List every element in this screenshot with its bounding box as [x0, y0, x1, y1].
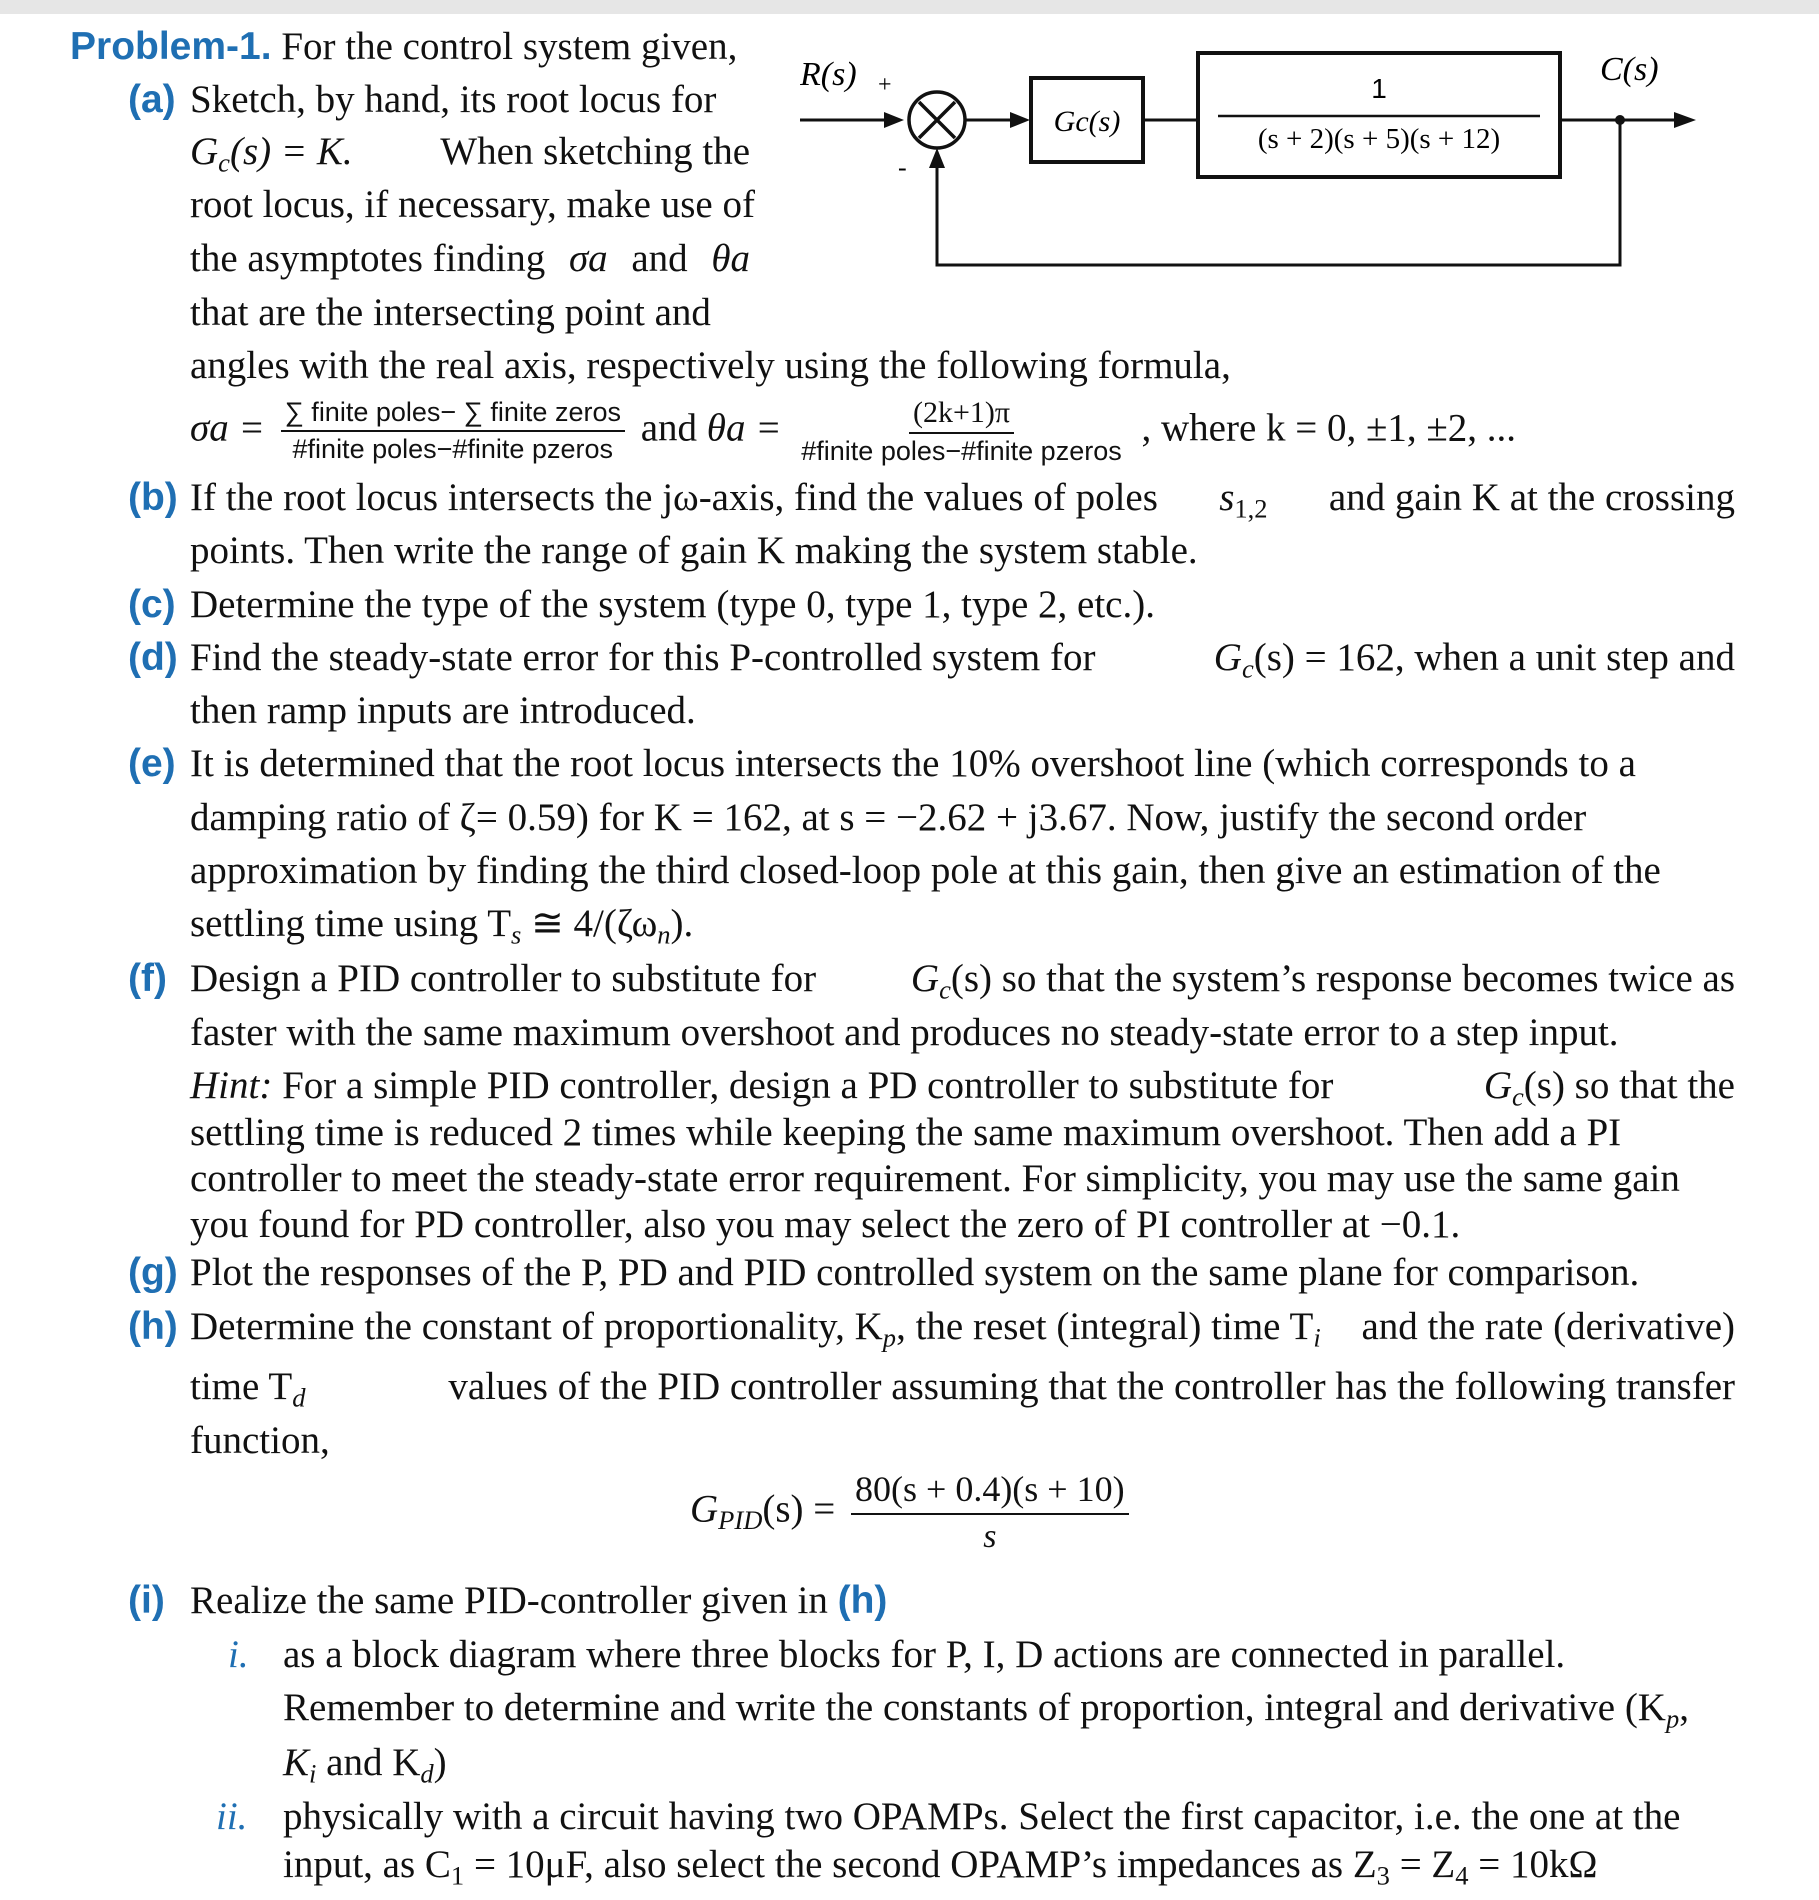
part-h-label: (h) [128, 1305, 178, 1348]
part-a-label: (a) [128, 78, 176, 121]
problem-header [70, 26, 737, 69]
part-i-label: (i) [128, 1579, 165, 1622]
part-c-line-1: Determine the type of the system (type 0, type 1, type 2, etc.). [190, 583, 1155, 626]
sigma-lhs: σa = [190, 406, 265, 450]
part-b-line-1: If the root locus intersects the jω-axis, find the values of poles $s_{1,2}$ and gain K at the crossing [190, 476, 1735, 524]
sub-ii-line-1: physically with a circuit having two OPAMPs. Select the first capacitor, i.e. the one at the [283, 1795, 1681, 1838]
part-f-line-2: faster with the same maximum overshoot and produces no steady-state error to a step input. [190, 1011, 1619, 1054]
part-a-line-6: angles with the real axis, respectively using the following formula, [190, 344, 1231, 387]
top-border-bar [0, 0, 1819, 14]
part-f-hint-line-1: Hint: For a simple PID controller, design a PD controller to substitute for $G_c(s)$ so that the [190, 1064, 1735, 1112]
where-clause: , where k = 0, ±1, ±2, ... [1141, 406, 1517, 450]
part-d-line-1: Find the steady-state error for this P-controlled system for $G_c(s) = 162$, when a unit step and [190, 636, 1735, 684]
part-e-label: (e) [128, 742, 176, 785]
pid-fraction: $\frac{80(s + 0.4)(s + 10)}{s}$ [851, 1470, 1129, 1555]
part-a-line-1: Sketch, by hand, its root locus for [190, 78, 717, 121]
part-f-hint-line-2: settling time is reduced 2 times while keeping the same maximum overshoot. Then add a PI [190, 1111, 1622, 1154]
sigma-fraction: $\frac{\text{∑ finite poles− ∑ finite zeros}}{\text{\#finite poles−\#finite pzeros}}$ [281, 398, 625, 465]
part-g-line-1: Plot the responses of the P, PD and PID controlled system on the same plane for comparison. [190, 1251, 1640, 1294]
plus-sign: + [878, 72, 892, 98]
part-e-line-4: settling time using $T_s$ ≅ $4/(\zeta\omega_n)$. [190, 902, 694, 950]
part-b-line-2: points. Then write the range of gain K making the system stable. [190, 529, 1198, 572]
theta-fraction: $\frac{(2k+1)\pi}{\text{\#finite poles−\#finite pzeros}}$ [801, 396, 1122, 466]
pid-transfer-function: $G_{PID}(s)$ = $\frac{80(s + 0.4)(s + 10)}{s}$ [690, 1470, 1135, 1555]
control-block-diagram [800, 40, 1700, 280]
part-f-label: (f) [128, 957, 167, 1000]
input-arrowhead [884, 112, 904, 128]
plant-numerator: 1 [1371, 73, 1387, 104]
plant-denominator: (s + 2)(s + 5)(s + 12) [1257, 123, 1501, 155]
controller-arrowhead [1010, 112, 1030, 128]
hint-word: Hint: [190, 1064, 273, 1107]
sub-i-label: i. [228, 1633, 249, 1676]
sub-ii-line-2: input, as $C_1 = 10\mu F$, also select the second OPAMP’s impedances as $Z_3 = Z_4 = 10k\Omega$ [283, 1843, 1598, 1891]
input-label: R(s) [800, 56, 857, 93]
asymptote-formulas: σa = $\frac{\text{∑ finite poles− ∑ finite zeros}}{\text{\#finite poles−\#finite pzeros}}$ and θa = $\frac{(2k+1)\pi}{\text{\#finite poles−\#finite pzeros}}$ , where k = 0, ±1, ±2, ... [190, 396, 1517, 466]
part-f-hint-line-4: you found for PD controller, also you may select the zero of PI controller at −0.1. [190, 1203, 1461, 1246]
part-h-line-3: function, [190, 1419, 330, 1462]
sub-ii-label: ii. [216, 1795, 248, 1838]
part-c-label: (c) [128, 583, 176, 626]
controller-label: Gc(s) [1053, 105, 1121, 138]
part-h-line-1: Determine the constant of proportionality, $K_p$, the reset (integral) time $T_i$ and the rate (derivative) [190, 1305, 1735, 1353]
part-h-line-2: time $T_d$ values of the PID controller assuming that the controller has the following transfer [190, 1365, 1735, 1413]
part-a-line-2: $G_c(s) = K$. When sketching the [190, 130, 750, 178]
part-i-line-1: Realize the same PID-controller given in (h) [190, 1579, 888, 1622]
minus-sign: - [898, 153, 907, 182]
part-d-line-2: then ramp inputs are introduced. [190, 689, 696, 732]
part-e-line-1: It is determined that the root locus intersects the 10% overshoot line (which corresponds to a [190, 742, 1636, 785]
part-f-line-1: Design a PID controller to substitute for $G_c(s)$ so that the system’s response becomes twice as [190, 957, 1735, 1005]
problem-label: Problem-1. [70, 25, 272, 68]
part-e-line-3: approximation by finding the third closed-loop pole at this gain, then give an estimation of the [190, 849, 1661, 892]
problem-intro: For the control system given, [281, 25, 738, 68]
part-g-label: (g) [128, 1251, 178, 1294]
sub-i-line-3: $K_i$ and $K_d$) [283, 1741, 447, 1789]
part-f-hint-line-3: controller to meet the steady-state error requirement. For simplicity, you may use the same gain [190, 1157, 1680, 1200]
part-h-reference: (h) [837, 1579, 888, 1622]
theta-lhs: θa = [706, 406, 782, 450]
part-d-label: (d) [128, 636, 178, 679]
output-arrowhead [1674, 112, 1696, 128]
sub-i-line-1: as a block diagram where three blocks for P, I, D actions are connected in parallel. [283, 1633, 1566, 1676]
part-a-line-5: that are the intersecting point and [190, 291, 711, 334]
part-a-line-4: the asymptotes finding σa and θa [190, 237, 750, 280]
sub-i-line-2: Remember to determine and write the constants of proportion, integral and derivative ($K_p$, [283, 1686, 1689, 1734]
part-e-line-2: damping ratio of ζ= 0.59) for K = 162, at s = −2.62 + j3.67. Now, justify the second order [190, 796, 1587, 839]
part-a-line-3: root locus, if necessary, make use of [190, 183, 755, 226]
output-label: C(s) [1600, 51, 1659, 88]
feedback-arrowhead [929, 148, 945, 168]
part-b-label: (b) [128, 476, 178, 519]
